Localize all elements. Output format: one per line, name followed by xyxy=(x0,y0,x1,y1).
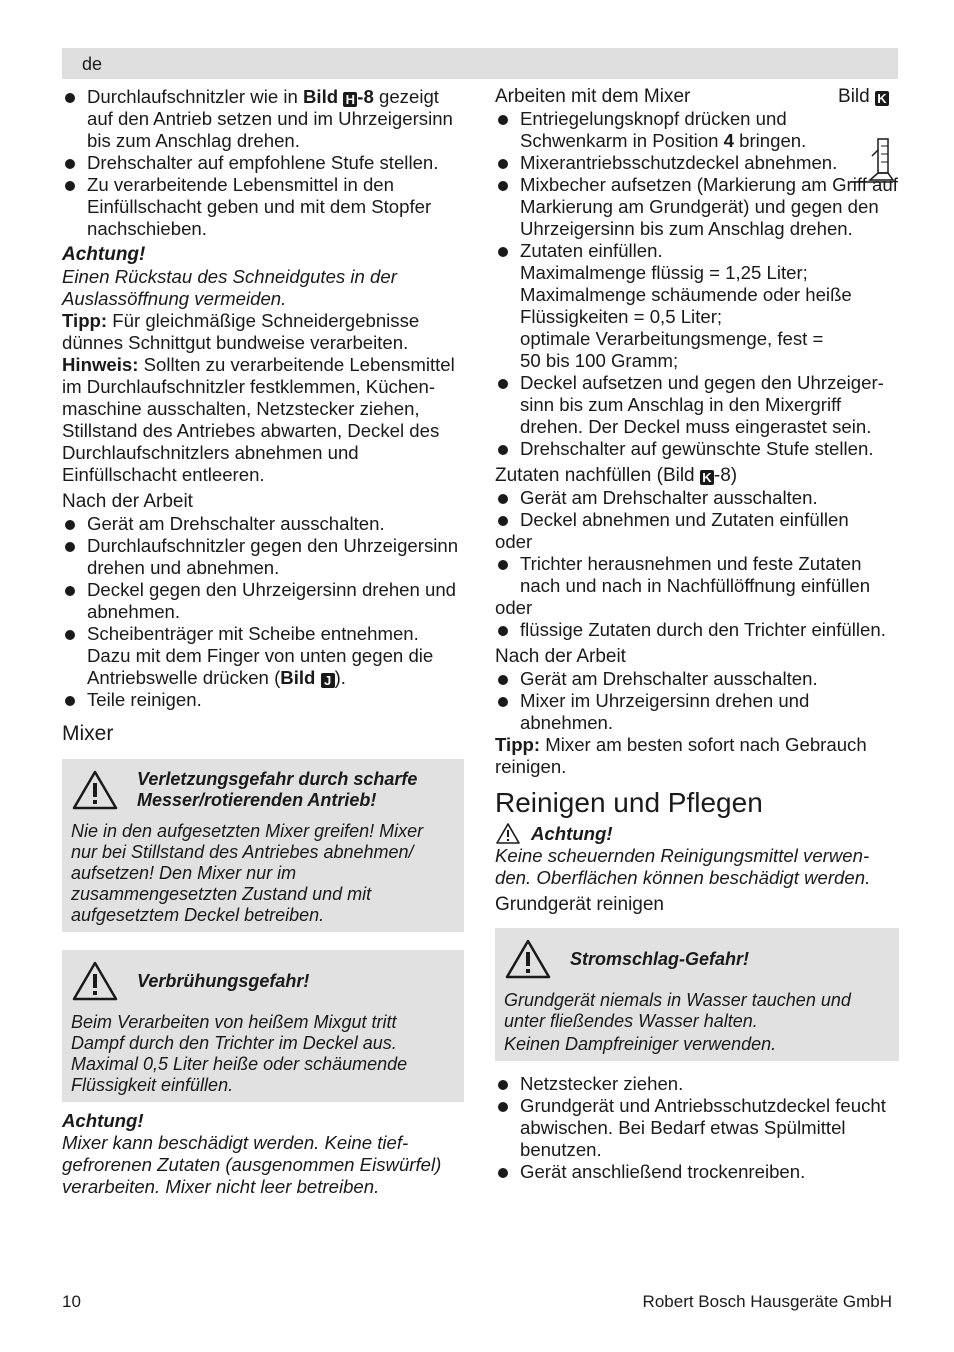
warning-title: Verletzungsgefahr durch scharfe Messer/rotierenden Antrieb! xyxy=(137,769,418,810)
warning-box xyxy=(62,950,464,1102)
figure-key-icon: H xyxy=(343,92,357,107)
language-code: de xyxy=(82,54,103,74)
list-item: Gerät am Drehschalter ausschalten. xyxy=(495,668,899,690)
tipp-paragraph: Tipp: Für gleichmäßige Schneidergebnisse dünnes Schnittgut bundweise verarbeiten. xyxy=(62,310,420,353)
section-heading: Zutaten nachfüllen (Bild K -8) xyxy=(495,465,738,486)
list-item: Deckel gegen den Uhrzeigersinn drehen und abnehmen. xyxy=(62,579,464,623)
list-item: Teile reinigen. xyxy=(62,689,464,711)
warning-text: Nie in den aufgesetzten Mixer greifen! Mixer nur bei Stillstand des Antriebes abnehmen/ aufsetzen! Den Mixer nur im zusammengesetzten Zustand und mit aufgesetztem Deckel betreiben. xyxy=(71,821,424,925)
list-item: Deckel abnehmen und Zutaten einfüllen xyxy=(495,509,899,531)
achtung-text: Keine scheuernden Reinigungsmittel verwenden. Oberflächen können beschädigt werden. xyxy=(495,845,871,888)
bullet-list xyxy=(495,487,899,531)
warning-text: Keinen Dampfreiniger verwenden. xyxy=(504,1034,777,1054)
section-heading: Nach der Arbeit xyxy=(495,646,626,667)
achtung-text: Mixer kann beschädigt werden. Keine tiefgefrorenen Zutaten (ausgenommen Eiswürfel) verarbeiten. Mixer nicht leer betreiben. xyxy=(62,1132,442,1197)
list-item: Drehschalter auf gewünschte Stufe stellen. xyxy=(495,438,899,460)
warning-text: Grundgerät niemals in Wasser tauchen und unter fließendes Wasser halten. xyxy=(504,990,851,1031)
list-item: Durchlaufschnitzler wie in Bild H -8 gezeigt auf den Antrieb setzen und im Uhrzeigersinn bis zum Anschlag drehen. xyxy=(62,86,464,152)
warning-triangle-icon xyxy=(71,769,119,811)
list-item: Trichter herausnehmen und feste Zutaten nach und nach in Nachfüllöffnung einfüllen xyxy=(495,553,899,597)
bullet-list xyxy=(495,553,899,597)
oder-text: oder xyxy=(495,597,533,618)
language-bar xyxy=(62,48,898,79)
list-item: Mixer im Uhrzeigersinn drehen und abnehmen. xyxy=(495,690,899,734)
list-item: Deckel aufsetzen und gegen den Uhrzeigersinn bis zum Anschlag in den Mixergriff drehen. Der Deckel muss eingerastet sein. xyxy=(495,372,899,438)
tipp-paragraph: Tipp: Mixer am besten sofort nach Gebrauch reinigen. xyxy=(495,734,867,777)
list-item: flüssige Zutaten durch den Trichter einfüllen. xyxy=(495,619,899,641)
list-item: Entriegelungsknopf drücken und Schwenkarm in Position 4 bringen. xyxy=(495,108,899,152)
figure-key-icon: K xyxy=(700,470,714,485)
achtung-heading: Achtung! xyxy=(62,1110,144,1131)
achtung-text: Einen Rückstau des Schneidgutes in der Auslassöffnung vermeiden. xyxy=(62,266,397,309)
hinweis-paragraph: Hinweis: Sollten zu verarbeitende Lebensmittel im Durchlaufschnitzler festklemmen, Küchenmaschine ausschalten, Netzstecker ziehen, Stillstand des Antriebes abwarten, Deckel des Durchlaufschnitzlers abnehmen und Einfüllschacht entleeren. xyxy=(62,354,455,485)
achtung-heading: Achtung! xyxy=(62,244,146,265)
right-column xyxy=(495,86,899,1183)
warning-title: Verbrühungsgefahr! xyxy=(137,970,310,991)
bullet-list xyxy=(62,86,464,240)
figure-key-icon: J xyxy=(321,673,335,688)
list-item: Netzstecker ziehen. xyxy=(495,1073,899,1095)
section-title: Reinigen und Pflegen xyxy=(495,787,763,818)
warning-triangle-icon xyxy=(495,822,521,845)
bullet-list xyxy=(495,619,899,641)
warning-box xyxy=(62,759,464,932)
list-item: Grundgerät und Antriebsschutzdeckel feucht abwischen. Bei Bedarf etwas Spülmittel benutzen. xyxy=(495,1095,899,1161)
list-item: Scheibenträger mit Scheibe entnehmen. Dazu mit dem Finger von unten gegen die Antriebswelle drücken (Bild J ). xyxy=(62,623,464,689)
figure-key-icon: K xyxy=(875,91,889,106)
list-item: Mixbecher aufsetzen (Markierung am Griff auf Markierung am Grundgerät) und gegen den Uhrzeigersinn bis zum Anschlag drehen. xyxy=(495,174,899,240)
list-item: Mixerantriebsschutzdeckel abnehmen. xyxy=(495,152,899,174)
section-heading: Grundgerät reinigen xyxy=(495,894,664,915)
bullet-list xyxy=(495,668,899,734)
warning-text: Beim Verarbeiten von heißem Mixgut tritt Dampf durch den Trichter im Deckel aus. Maximal 0,5 Liter heiße oder schäumende Flüssigkeit einfüllen. xyxy=(71,1012,408,1095)
list-item: Zu verarbeitende Lebensmittel in den Einfüllschacht geben und mit dem Stopfer nachschieben. xyxy=(62,174,464,240)
oder-text: oder xyxy=(495,531,533,552)
warning-triangle-icon xyxy=(71,960,119,1002)
left-column xyxy=(62,86,464,1198)
warning-triangle-icon xyxy=(504,938,552,980)
section-heading: Nach der Arbeit xyxy=(62,491,193,512)
list-item: Durchlaufschnitzler gegen den Uhrzeigersinn drehen und abnehmen. xyxy=(62,535,464,579)
list-item: Gerät anschließend trockenreiben. xyxy=(495,1161,899,1183)
company-name: Robert Bosch Hausgeräte GmbH xyxy=(642,1292,892,1311)
list-item: Gerät am Drehschalter ausschalten. xyxy=(62,513,464,535)
bullet-list xyxy=(495,1073,899,1183)
list-item: Drehschalter auf empfohlene Stufe stellen. xyxy=(62,152,464,174)
section-title: Mixer xyxy=(62,722,114,745)
section-heading: Arbeiten mit dem Mixer Bild K xyxy=(495,86,899,108)
warning-box xyxy=(495,928,899,1061)
warning-title: Stromschlag-Gefahr! xyxy=(570,948,750,969)
list-item: Gerät am Drehschalter ausschalten. xyxy=(495,487,899,509)
page-number: 10 xyxy=(62,1292,81,1311)
bullet-list xyxy=(62,513,464,711)
achtung-heading: Achtung! xyxy=(495,822,899,845)
bullet-list xyxy=(495,108,899,460)
list-item: Zutaten einfüllen. Maximalmenge flüssig = 1,25 Liter; Maximalmenge schäumende oder heiße Flüssigkeiten = 0,5 Liter; optimale Verarbeitungsmenge, fest = 50 bis 100 Gramm; xyxy=(495,240,899,372)
